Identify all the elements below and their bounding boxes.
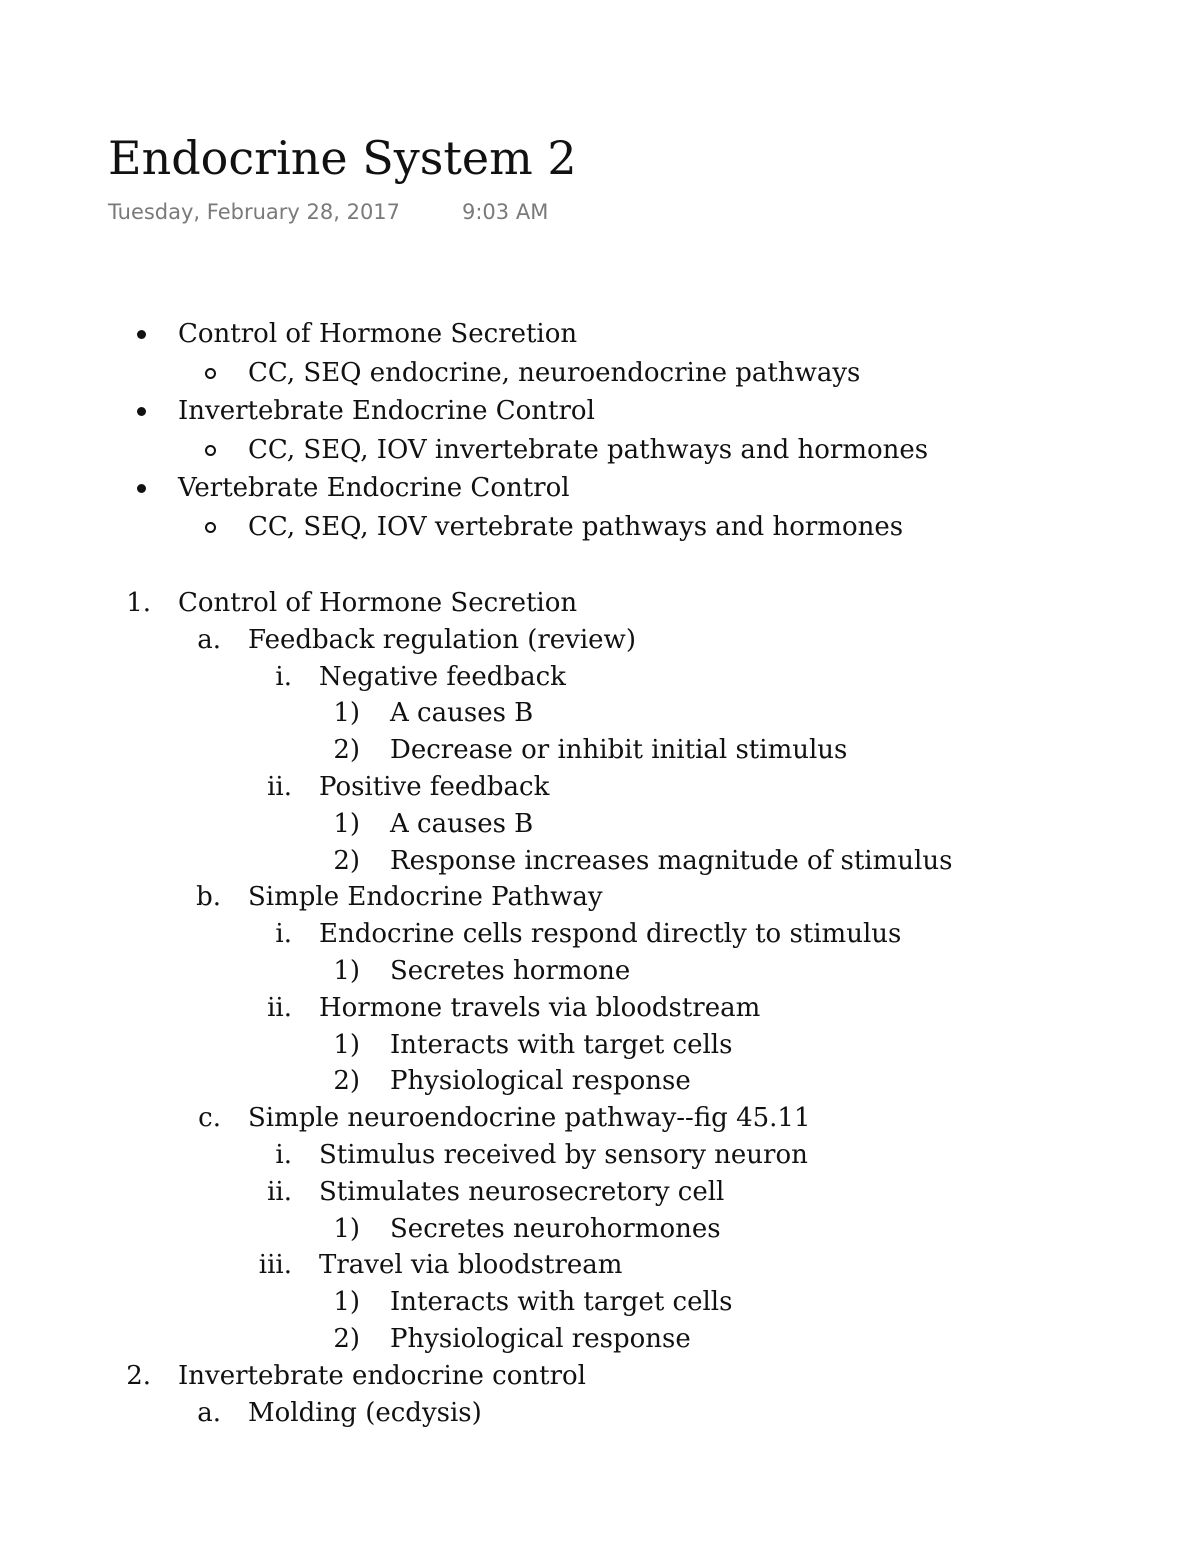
outline-item-marker: 2) — [333, 1324, 360, 1354]
outline-item-marker: 2) — [333, 846, 360, 876]
bullet-circle-icon — [205, 368, 216, 379]
outline-item-text: Decrease or inhibit initial stimulus — [390, 735, 848, 765]
outline-item-text: Control of Hormone Secretion — [178, 588, 578, 618]
outline-item-marker: 2) — [333, 735, 360, 765]
summary-subitem-text: CC, SEQ endocrine, neuroendocrine pathways — [248, 358, 861, 388]
outline-item-text: Positive feedback — [319, 772, 550, 802]
outline-item-text: Secretes hormone — [390, 956, 631, 986]
outline-item-marker: c. — [198, 1103, 221, 1133]
outline-item-marker: ii. — [267, 772, 292, 802]
outline-item-marker: a. — [197, 625, 221, 655]
outline-item-marker: i. — [275, 919, 292, 949]
outline-item-text: Endocrine cells respond directly to stimulus — [319, 919, 902, 949]
bullet-dot-icon — [137, 407, 146, 416]
bullet-circle-icon — [205, 522, 216, 533]
outline-item-marker: 1) — [333, 1287, 360, 1317]
outline-item-text: A causes B — [390, 698, 534, 728]
outline-item-marker: 2. — [126, 1361, 151, 1391]
outline-item-marker: b. — [196, 882, 221, 912]
outline-item-text: Simple neuroendocrine pathway--fig 45.11 — [248, 1103, 811, 1133]
outline-item-text: Response increases magnitude of stimulus — [390, 846, 953, 876]
outline-item-marker: i. — [275, 662, 292, 692]
note-time: 9:03 AM — [462, 200, 549, 224]
bullet-dot-icon — [137, 330, 146, 339]
outline-item-marker: 1) — [333, 956, 360, 986]
outline-item-text: Negative feedback — [319, 662, 566, 692]
note-date: Tuesday, February 28, 2017 — [108, 200, 401, 224]
outline-item-marker: 2) — [333, 1066, 360, 1096]
outline-item-marker: 1) — [333, 1214, 360, 1244]
outline-item-marker: a. — [197, 1398, 221, 1428]
outline-item-text: Hormone travels via bloodstream — [319, 993, 761, 1023]
outline-item-marker: 1) — [333, 809, 360, 839]
outline-item-text: Stimulates neurosecretory cell — [319, 1177, 725, 1207]
outline-item-text: Feedback regulation (review) — [248, 625, 636, 655]
outline-item-text: Stimulus received by sensory neuron — [319, 1140, 808, 1170]
outline-item-marker: iii. — [258, 1250, 292, 1280]
page-title: Endocrine System 2 — [108, 131, 577, 185]
summary-item-text: Invertebrate Endocrine Control — [178, 396, 595, 426]
summary-subitem-text: CC, SEQ, IOV vertebrate pathways and hormones — [248, 512, 904, 542]
outline-item-marker: i. — [275, 1140, 292, 1170]
outline-item-marker: ii. — [267, 1177, 292, 1207]
outline-item-text: Physiological response — [390, 1066, 691, 1096]
outline-item-marker: 1. — [126, 588, 151, 618]
outline-item-marker: 1) — [333, 698, 360, 728]
outline-item-text: Invertebrate endocrine control — [178, 1361, 586, 1391]
outline-item-text: Travel via bloodstream — [319, 1250, 623, 1280]
bullet-dot-icon — [137, 484, 146, 493]
outline-item-text: A causes B — [390, 809, 534, 839]
outline-item-text: Physiological response — [390, 1324, 691, 1354]
outline-item-text: Interacts with target cells — [390, 1030, 733, 1060]
summary-item-text: Control of Hormone Secretion — [178, 319, 578, 349]
bullet-circle-icon — [205, 445, 216, 456]
outline-item-text: Secretes neurohormones — [390, 1214, 721, 1244]
outline-item-marker: ii. — [267, 993, 292, 1023]
outline-item-text: Interacts with target cells — [390, 1287, 733, 1317]
outline-item-marker: 1) — [333, 1030, 360, 1060]
outline-item-text: Simple Endocrine Pathway — [248, 882, 603, 912]
outline-item-text: Molding (ecdysis) — [248, 1398, 482, 1428]
summary-item-text: Vertebrate Endocrine Control — [178, 473, 570, 503]
summary-subitem-text: CC, SEQ, IOV invertebrate pathways and hormones — [248, 435, 929, 465]
